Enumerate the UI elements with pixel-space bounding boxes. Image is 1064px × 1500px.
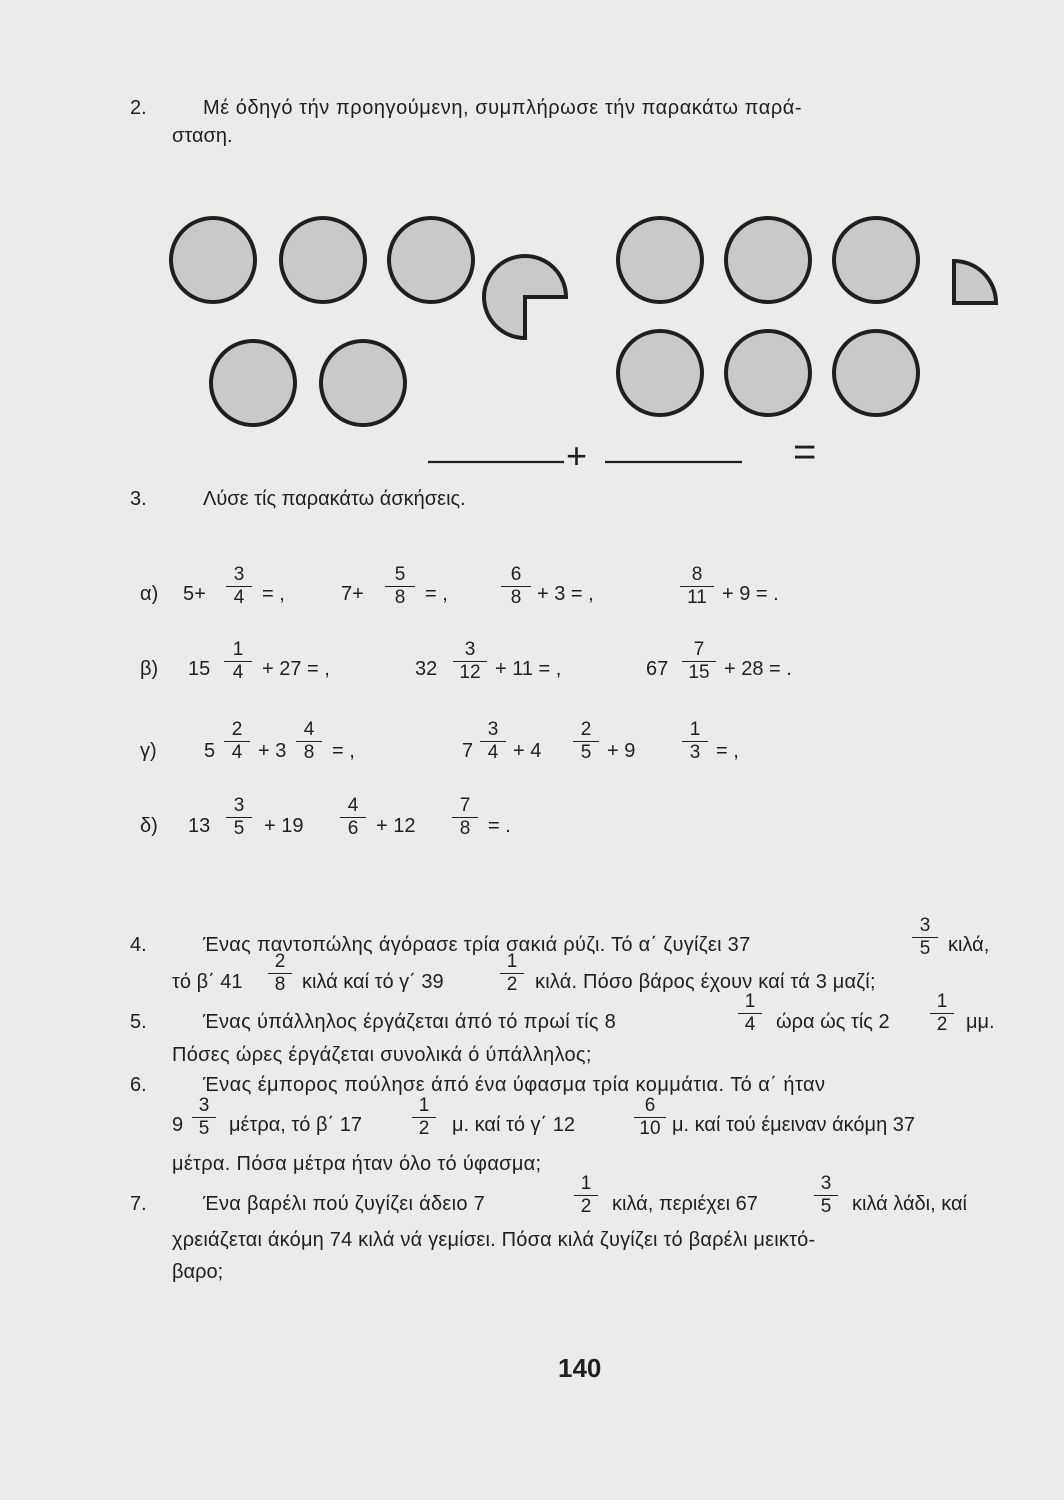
fraction: 1 2: [500, 952, 524, 995]
problem-text: Ένας ύπάλληλος έργάζεται άπό τό πρωί τίς 8: [203, 1011, 617, 1033]
expr-text: + 11 = ,: [495, 658, 562, 680]
row-label: δ): [140, 815, 158, 837]
fraction: 2 8: [268, 952, 292, 995]
circles-figure: [0, 0, 1064, 500]
exercise-3-title: Λύσε τίς παρακάτω άσκήσεις.: [203, 488, 466, 510]
whole-circle: [726, 218, 810, 302]
page-number: 140: [558, 1353, 602, 1383]
exercise-4-number: 4.: [130, 934, 147, 956]
expr-text: 5: [204, 740, 216, 762]
fraction: 1 4: [224, 640, 252, 683]
fraction: 3 4: [226, 565, 252, 608]
expr-text: + 27 = ,: [262, 658, 330, 680]
problem-text: κιλά,: [948, 934, 990, 956]
expr-text: + 28 = .: [724, 658, 792, 680]
exercise-3-number: 3.: [130, 488, 147, 510]
equals-sign: =: [793, 430, 817, 474]
exercise-7-number: 7.: [130, 1193, 147, 1215]
whole-circle: [389, 218, 473, 302]
exercise-2-text-line2: σταση.: [172, 125, 233, 147]
expr-text: + 3 = ,: [537, 583, 594, 605]
problem-text: Ένας παντοπώλης άγόρασε τρία σακιά ρύζι. Τό α΄ ζυγίζει 37: [203, 934, 751, 956]
fraction: 5 8: [385, 565, 415, 608]
expr-text: = .: [488, 815, 511, 837]
problem-text: κιλά. Πόσο βάρος έχουν καί τά 3 μαζί;: [535, 971, 876, 993]
problem-text: ώρα ώς τίς 2: [776, 1011, 890, 1033]
plus-sign: +: [566, 435, 588, 476]
fraction: 3 12: [453, 640, 487, 683]
three-quarter-circle: [484, 256, 566, 338]
fraction: 6 8: [501, 565, 531, 608]
exercise-6-number: 6.: [130, 1074, 147, 1096]
expr-text: 13: [188, 815, 211, 837]
quarter-circle: [954, 261, 996, 303]
problem-text: μέτρα. Πόσα μέτρα ήταν όλο τό ύφασμα;: [172, 1153, 542, 1175]
expr-text: + 12: [376, 815, 416, 837]
expr-text: + 9 = .: [722, 583, 779, 605]
problem-text: μμ.: [966, 1011, 995, 1033]
problem-text: μ. καί τού έμειναν άκόμη 37: [672, 1114, 915, 1136]
expr-text: = ,: [332, 740, 355, 762]
fraction: 2 5: [573, 720, 599, 763]
problem-text: 9: [172, 1114, 184, 1136]
problem-text: μ. καί τό γ΄ 12: [452, 1114, 575, 1136]
whole-circle: [321, 341, 405, 425]
whole-circle: [726, 331, 810, 415]
expr-text: 7: [462, 740, 474, 762]
problem-text: χρειάζεται άκόμη 74 κιλά νά γεμίσει. Πόσα κιλά ζυγίζει τό βαρέλι μεικτό-: [172, 1229, 816, 1251]
fraction: 1 3: [682, 720, 708, 763]
whole-circle: [834, 218, 918, 302]
fraction: 7 15: [682, 640, 716, 683]
problem-text: τό β΄ 41: [172, 971, 243, 993]
whole-circle: [211, 341, 295, 425]
expr-text: 15: [188, 658, 211, 680]
fraction: 7 8: [452, 796, 478, 839]
problem-text: Ένας έμπορος πούλησε άπό ένα ύφασμα τρία κομμάτια. Τό α΄ ήταν: [203, 1074, 826, 1096]
problem-text: κιλά καί τό γ΄ 39: [302, 971, 444, 993]
fraction: 1 2: [930, 992, 954, 1035]
fraction: 3 5: [814, 1174, 838, 1217]
problem-text: βαρο;: [172, 1261, 224, 1283]
whole-circle: [618, 331, 702, 415]
whole-circle: [281, 218, 365, 302]
fraction: 1 4: [738, 992, 762, 1035]
fraction: 1 2: [412, 1096, 436, 1139]
expr-text: 7+: [341, 583, 364, 605]
exercise-2-number: 2.: [130, 97, 147, 119]
row-label: γ): [140, 740, 157, 762]
problem-text: κιλά λάδι, καί: [852, 1193, 967, 1215]
problem-text: κιλά, περιέχει 67: [612, 1193, 758, 1215]
fraction: 3 5: [912, 916, 938, 959]
fraction: 3 5: [192, 1096, 216, 1139]
expr-text: + 4: [513, 740, 542, 762]
exercise-5-number: 5.: [130, 1011, 147, 1033]
problem-text: Πόσες ώρες έργάζεται συνολικά ό ύπάλληλος;: [172, 1044, 592, 1066]
whole-circle: [834, 331, 918, 415]
expr-text: = ,: [425, 583, 448, 605]
fraction: 1 2: [574, 1174, 598, 1217]
expr-text: 5+: [183, 583, 206, 605]
expr-text: + 9: [607, 740, 636, 762]
expr-text: + 19: [264, 815, 304, 837]
problem-text: Ένα βαρέλι πού ζυγίζει άδειο 7: [203, 1193, 486, 1215]
fraction: 3 5: [226, 796, 252, 839]
expr-text: + 3: [258, 740, 287, 762]
expr-text: = ,: [716, 740, 739, 762]
whole-circle: [618, 218, 702, 302]
fraction: 4 6: [340, 796, 366, 839]
problem-text: μέτρα, τό β΄ 17: [229, 1114, 362, 1136]
fraction: 8 11: [680, 565, 714, 608]
whole-circle: [171, 218, 255, 302]
expr-text: 32: [415, 658, 438, 680]
expr-text: 67: [646, 658, 669, 680]
row-label: α): [140, 583, 159, 605]
fraction: 4 8: [296, 720, 322, 763]
fraction: 2 4: [224, 720, 250, 763]
fraction: 6 10: [634, 1096, 666, 1139]
expr-text: = ,: [262, 583, 285, 605]
row-label: β): [140, 658, 159, 680]
fraction: 3 4: [480, 720, 506, 763]
exercise-2-text-line1: Μέ όδηγό τήν προηγούμενη, συμπλήρωσε τήν παρακάτω παρά-: [203, 97, 803, 119]
